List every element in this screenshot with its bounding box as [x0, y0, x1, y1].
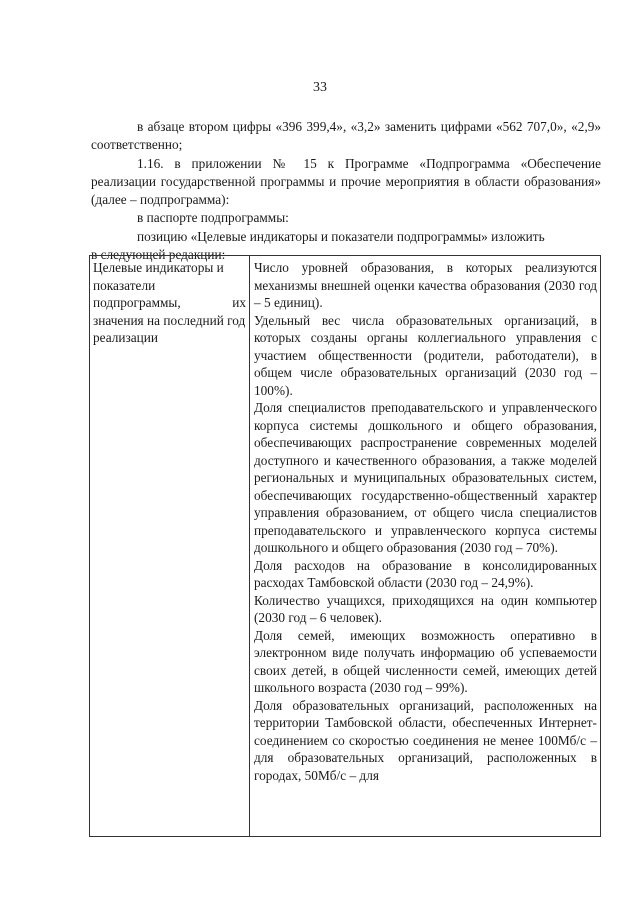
indicator-item: Доля специалистов преподавательского и управленческого корпуса системы дошкольного и общего образования, обеспечивающих распространение современных моделей доступного и качественного образования, а также моделей региональных и муниципальных образовательных систем, обеспечивающих государственно-общественный характер управления образованием, от общего числа специалистов преподавательского и управленческого корпуса системы дошкольного и общего образования (2030 год – 70%). — [254, 400, 597, 555]
indicator-item: Количество учащихся, приходящихся на один компьютер (2030 год – 6 человек). — [254, 592, 597, 625]
intro-paragraph: 1.16. в приложении № 15 к Программе «Подпрограмма «Обеспечение реализации государственной программы и прочие мероприятия в области образования» (далее – подпрограмма): — [91, 155, 601, 208]
left-cell-line: значения на последний год реализации — [93, 312, 246, 345]
indicators-table — [89, 255, 601, 837]
indicator-item: Доля образовательных организаций, расположенных на территории Тамбовской области, обеспеченных Интернет-соединением со скоростью соединения не менее 100Мб/с – для образовательных организаций, расположенных в городах, 50Мб/с – для — [254, 697, 597, 783]
indicator-item: Число уровней образования, в которых реализуются механизмы внешней оценки качества образования (2030 год – 5 единиц). — [254, 260, 597, 310]
intro-paragraph: в абзаце втором цифры «396 399,4», «3,2» заменить цифрами «562 707,0», «2,9» соответственно; — [91, 119, 601, 153]
table-left-cell — [90, 256, 250, 837]
indicator-item: Доля семей, имеющих возможность оперативно в электронном виде получать информацию об успеваемости своих детей, в общей численности семей, имеющих детей школьного возраста (2030 год – 99%). — [254, 627, 597, 695]
intro-paragraph: в следующей редакции: — [91, 247, 226, 263]
page-number: 33 — [313, 80, 327, 95]
table-bottom-edge — [89, 836, 601, 837]
left-cell-line: Целевые индикаторы и показатели — [93, 260, 224, 293]
intro-paragraph: в паспорте подпрограммы: — [137, 210, 289, 226]
table-right-cell — [250, 256, 600, 837]
indicator-item: Удельный вес числа образовательных организаций, в которых созданы органы коллегиального управления с участием общественности (родители, работодатели), в общем числе образовательных организаций (2030 год – 100%). — [254, 312, 597, 398]
indicator-item: Доля расходов на образование в консолидированных расходах Тамбовской области (2030 год – 24,9%). — [254, 557, 597, 590]
intro-paragraph: позицию «Целевые индикаторы и показатели подпрограммы» изложить — [137, 228, 545, 244]
intro-text — [91, 118, 601, 264]
left-cell-line: подпрограммы, их — [93, 295, 246, 310]
